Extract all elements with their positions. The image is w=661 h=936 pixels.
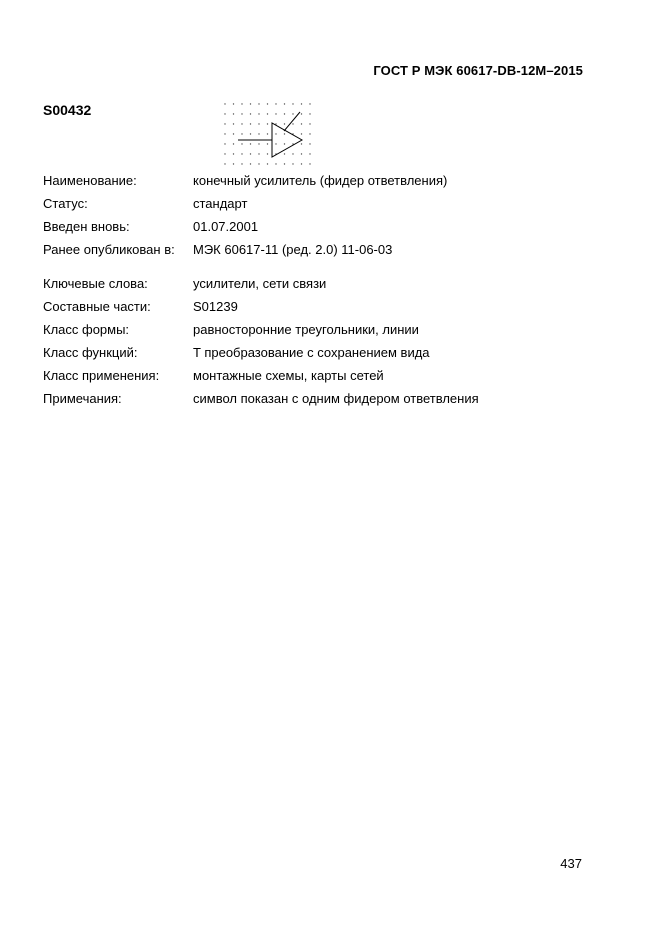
- grid-dot: [267, 113, 268, 114]
- grid-dot: [275, 103, 276, 104]
- grid-dot: [241, 153, 242, 154]
- field-row-application-class: [43, 367, 603, 390]
- symbol-code: S00432: [43, 102, 92, 118]
- grid-dot: [233, 103, 234, 104]
- grid-dot: [284, 143, 285, 144]
- grid-dot: [284, 103, 285, 104]
- grid-dot: [301, 153, 302, 154]
- grid-dot: [258, 153, 259, 154]
- grid-dot: [267, 153, 268, 154]
- grid-dot: [284, 163, 285, 164]
- grid-dot: [224, 133, 225, 134]
- amplifier-branch-feeder-icon: [222, 100, 314, 168]
- field-value: T преобразование с сохранением вида: [193, 345, 430, 360]
- grid-dot: [241, 143, 242, 144]
- grid-dot: [301, 143, 302, 144]
- field-label: Наименование:: [43, 173, 137, 188]
- amplifier-symbol: [238, 112, 302, 157]
- grid-dot: [292, 153, 293, 154]
- field-label: Введен вновь:: [43, 219, 130, 234]
- field-row-function-class: [43, 344, 603, 367]
- field-row-components: [43, 298, 603, 321]
- field-value: усилители, сети связи: [193, 276, 327, 291]
- field-label: Класс формы:: [43, 322, 130, 337]
- grid-dot: [258, 113, 259, 114]
- symbol-attributes: [43, 172, 603, 413]
- grid-dot: [275, 133, 276, 134]
- grid-dot: [284, 133, 285, 134]
- grid-dot: [241, 123, 242, 124]
- grid-dot: [275, 163, 276, 164]
- grid-dot: [301, 103, 302, 104]
- field-value: конечный усилитель (фидер ответвления): [193, 173, 448, 188]
- grid-dot: [250, 163, 251, 164]
- grid-dot: [233, 113, 234, 114]
- grid-dot: [233, 133, 234, 134]
- grid-dot: [250, 113, 251, 114]
- field-value: монтажные схемы, карты сетей: [193, 368, 384, 383]
- field-value: МЭК 60617-11 (ред. 2.0) 11-06-03: [193, 242, 393, 257]
- field-label: Класс применения:: [43, 368, 160, 383]
- grid-dot: [301, 123, 302, 124]
- page-number: 437: [560, 856, 582, 871]
- grid-dot: [267, 163, 268, 164]
- grid-dot: [250, 153, 251, 154]
- grid-dot: [233, 163, 234, 164]
- field-row-name: [43, 172, 603, 195]
- field-value: S01239: [193, 299, 238, 314]
- grid-dot: [258, 163, 259, 164]
- field-label: Примечания:: [43, 391, 122, 406]
- grid-dot: [309, 133, 310, 134]
- field-label: Составные части:: [43, 299, 151, 314]
- grid-dot: [258, 103, 259, 104]
- grid-dots: [224, 103, 310, 164]
- grid-dot: [250, 123, 251, 124]
- grid-dot: [224, 153, 225, 154]
- grid-dot: [250, 133, 251, 134]
- document-header: ГОСТ Р МЭК 60617-DB-12М–2015: [373, 63, 583, 78]
- field-row-introduced: [43, 218, 603, 241]
- grid-dot: [224, 113, 225, 114]
- grid-dot: [233, 143, 234, 144]
- grid-dot: [284, 153, 285, 154]
- grid-dot: [275, 143, 276, 144]
- grid-dot: [309, 113, 310, 114]
- grid-dot: [301, 163, 302, 164]
- grid-dot: [233, 123, 234, 124]
- grid-dot: [250, 143, 251, 144]
- grid-dot: [267, 103, 268, 104]
- grid-dot: [275, 113, 276, 114]
- feeder-line: [284, 112, 300, 131]
- field-label: Класс функций:: [43, 345, 138, 360]
- grid-dot: [301, 133, 302, 134]
- grid-dot: [284, 113, 285, 114]
- grid-dot: [241, 133, 242, 134]
- grid-dot: [267, 133, 268, 134]
- grid-dot: [284, 123, 285, 124]
- grid-dot: [309, 103, 310, 104]
- grid-dot: [267, 143, 268, 144]
- field-value: 01.07.2001: [193, 219, 259, 234]
- grid-dot: [309, 123, 310, 124]
- grid-dot: [301, 113, 302, 114]
- grid-dot: [292, 103, 293, 104]
- grid-dot: [309, 153, 310, 154]
- field-label: Статус:: [43, 196, 88, 211]
- field-value: символ показан с одним фидером ответвления: [193, 391, 479, 406]
- grid-dot: [224, 123, 225, 124]
- field-row-previously-published: [43, 241, 603, 264]
- field-label: Ключевые слова:: [43, 276, 148, 291]
- field-row-shape-class: [43, 321, 603, 344]
- field-value: равносторонние треугольники, линии: [193, 322, 419, 337]
- grid-dot: [224, 163, 225, 164]
- grid-dot: [224, 103, 225, 104]
- grid-dot: [233, 153, 234, 154]
- field-row-keywords: [43, 275, 603, 298]
- grid-dot: [250, 103, 251, 104]
- grid-dot: [309, 143, 310, 144]
- grid-dot: [241, 113, 242, 114]
- grid-dot: [267, 123, 268, 124]
- grid-dot: [258, 123, 259, 124]
- field-value: стандарт: [193, 196, 248, 211]
- grid-dot: [309, 163, 310, 164]
- grid-dot: [292, 123, 293, 124]
- grid-dot: [241, 163, 242, 164]
- grid-dot: [292, 163, 293, 164]
- field-row-status: [43, 195, 603, 218]
- grid-dot: [241, 103, 242, 104]
- grid-dot: [224, 143, 225, 144]
- grid-dot: [292, 113, 293, 114]
- grid-dot: [258, 143, 259, 144]
- grid-dot: [258, 133, 259, 134]
- field-label: Ранее опубликован в:: [43, 242, 175, 257]
- field-row-notes: [43, 390, 603, 413]
